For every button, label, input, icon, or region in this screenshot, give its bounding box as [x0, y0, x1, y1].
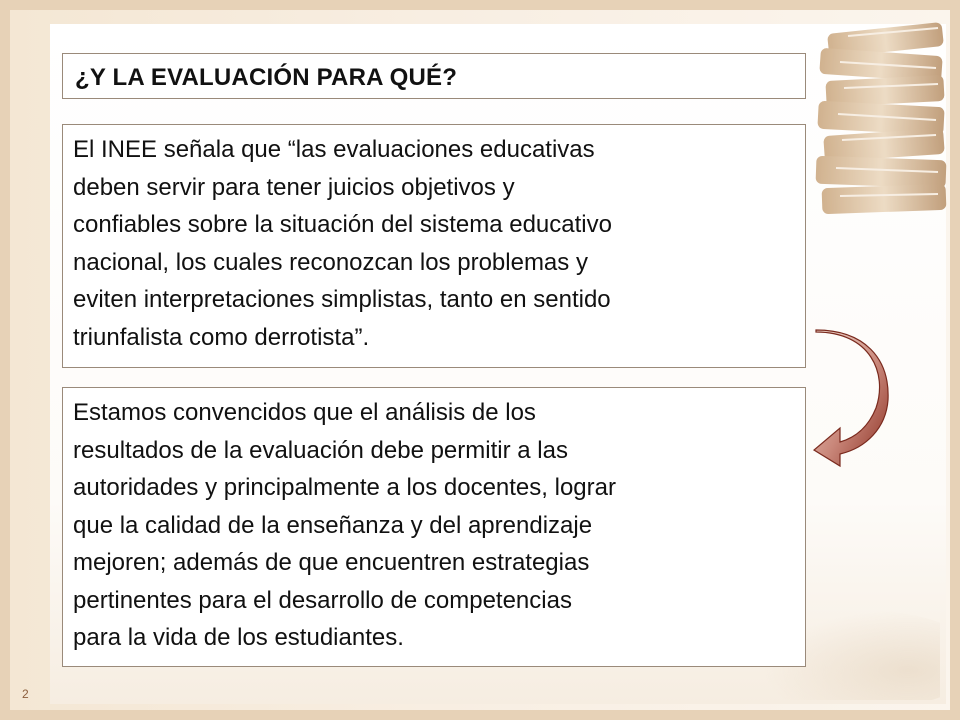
conclusion-paragraph-line: Estamos convencidos que el análisis de los — [73, 399, 536, 426]
conclusion-paragraph — [62, 387, 806, 667]
quote-paragraph-line: confiables sobre la situación del sistema educativo — [73, 211, 612, 238]
quote-paragraph — [62, 124, 806, 368]
quote-paragraph-line: nacional, los cuales reconozcan los problemas y — [73, 248, 588, 276]
books-stack-icon — [808, 8, 958, 228]
slide-title: ¿Y LA EVALUACIÓN PARA QUÉ? — [62, 53, 806, 99]
quote-paragraph-line: deben servir para tener juicios objetivos y — [73, 173, 515, 201]
conclusion-paragraph-line: pertinentes para el desarrollo de competencias — [73, 586, 572, 614]
curved-arrow-icon — [810, 328, 890, 468]
conclusion-paragraph-line: resultados de la evaluación debe permitir a las — [73, 436, 568, 464]
conclusion-paragraph-line: que la calidad de la enseñanza y del aprendizaje — [73, 511, 593, 539]
slide-number: 2 — [22, 687, 29, 701]
conclusion-paragraph-line: mejoren; además de que encuentren estrategias — [73, 549, 590, 576]
quote-paragraph-line: El INEE señala que “las evaluaciones educativas — [73, 136, 595, 163]
conclusion-paragraph-line: para la vida de los estudiantes. — [73, 624, 404, 651]
quote-paragraph-line: triunfalista como derrotista”. — [73, 323, 370, 351]
conclusion-paragraph-line: autoridades y principalmente a los docentes, lograr — [73, 474, 616, 501]
quote-paragraph-line: eviten interpretaciones simplistas, tanto en sentido — [73, 286, 611, 313]
